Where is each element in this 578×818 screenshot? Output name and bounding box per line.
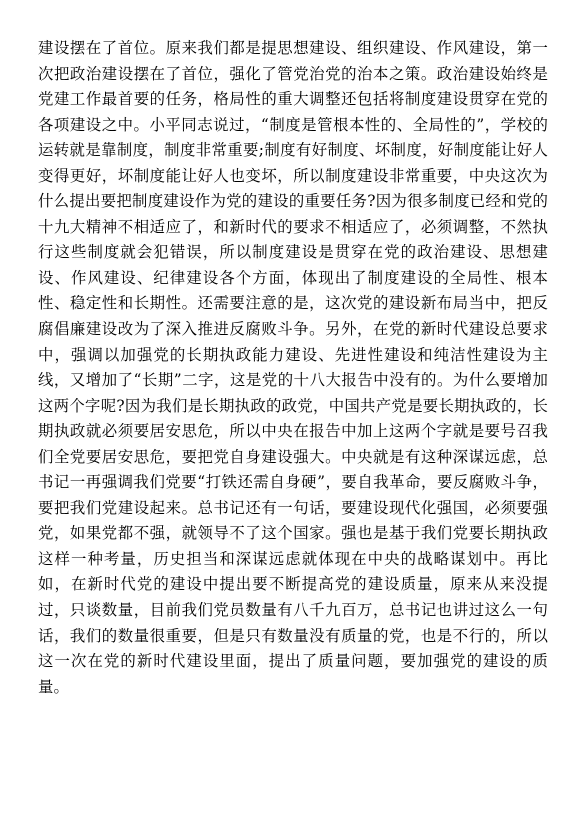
body-paragraph: 建设摆在了首位。原来我们都是提思想建设、组织建设、作风建设，第一次把政治建设摆在了首位，强化了管党治党的治本之策。政治建设始终是党建工作最首要的任务，格局性的重大调整还包括将制度建设贯穿在党的各项建设之中。小平同志说过，“制度是管根本性的、全局性的”，学校的运转就是靠制度，制度非常重要;制度有好制度、坏制度，好制度能让好人变得更好，坏制度能让好人也变坏，所以制度建设非常重要，中央这次为什么提出要把制度建设作为党的建设的重要任务?因为很多制度已经和党的十九大精神不相适应了，和新时代的要求不相适应了，必须调整，不然执行这些制度就会犯错误，所以制度建设是贯穿在党的政治建设、思想建设、作风建设、纪律建设各个方面，体现出了制度建设的全局性、根本性、稳定性和长期性。还需要注意的是，这次党的建设新布局当中，把反腐倡廉建设改为了深入推进反腐败斗争。另外，在党的新时代建设总要求中，强调以加强党的长期执政能力建设、先进性建设和纯洁性建设为主线，又增加了“长期”二字，这是党的十八大报告中没有的。为什么要增加这两个字呢?因为我们是长期执政的政党，中国共产党是要长期执政的，长期执政就必须要居安思危，所以中央在报告中加上这两个字就是要号召我们全党要居安思危，要把党自身建设强大。中央就是有这种深谋远虑，总书记一再强调我们党要“打铁还需自身硬”，要自我革命，要反腐败斗争，要把我们党建设起来。总书记还有一句话，要建设现代化强国，必须要强党，如果党都不强，就领导不了这个国家。强也是基于我们党要长期执政这样一种考量，历史担当和深谋远虑就体现在中央的战略谋划中。再比如，在新时代党的建设中提出要不断提高党的建设质量，原来从来没提过，只谈数量，目前我们党员数量有八千九百万，总书记也讲过这么一句话，我们的数量很重要，但是只有数量没有质量的党，也是不行的，所以这一次在党的新时代建设里面，提出了质量问题，要加强党的建设的质量。	[38, 39, 548, 696]
document-page	[38, 36, 548, 700]
